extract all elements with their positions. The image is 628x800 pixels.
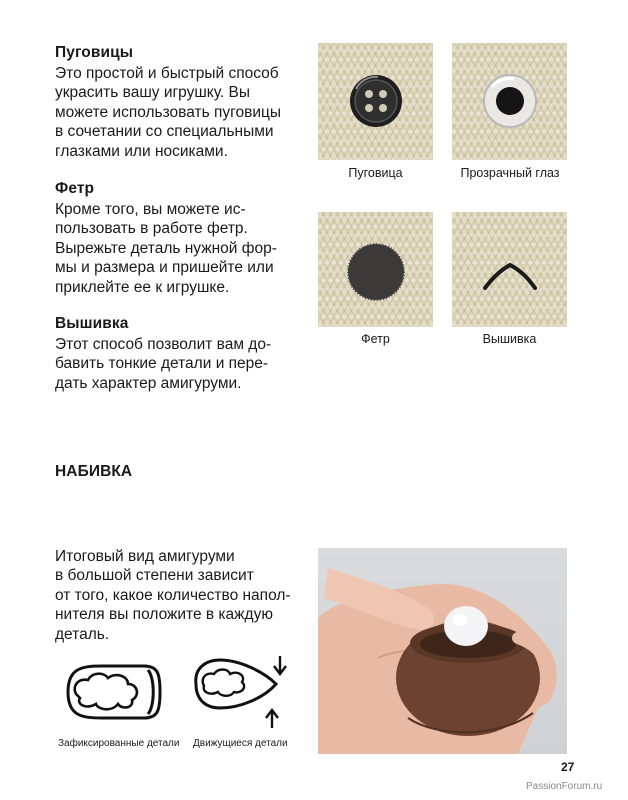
clear-eye-caption: Прозрачный глаз [460,166,560,180]
felt-circle-icon [318,212,433,327]
stuffing-photo [318,548,567,754]
felt-caption: Фетр [361,332,390,346]
button-icon [318,43,433,160]
button-caption: Пуговица [348,166,403,180]
buttons-paragraph: Это простой и быстрый способ украсить вашу игрушку. Вы можете использовать пуговицы в сочетании со специальными глазками или носиками. [55,65,281,160]
stuffing-paragraph: Итоговый вид амигуруми в большой степени зависит от того, какое количество напол- нителя вы положите в каждую деталь. [55,548,291,643]
embroidery-photo [452,212,567,327]
felt-paragraph: Кроме того, вы можете ис- пользовать в работе фетр. Вырежьте деталь нужной фор- мы и размера и пришейте или приклейте ее к игрушке. [55,201,277,296]
clear-eye-icon [452,43,567,160]
page-number: 27 [561,760,575,774]
fixed-parts-caption: Зафиксированные детали [58,738,180,749]
embroidery-caption: Вышивка [482,332,537,346]
moving-parts-caption: Движущиеся детали [193,738,288,749]
felt-heading: Фетр [55,180,95,197]
button-photo [318,43,433,160]
moving-parts-diagram [188,650,292,732]
buttons-heading: Пуговицы [55,44,134,61]
watermark: PassionForum.ru [526,781,603,792]
hand-stuffing-icon [318,548,567,754]
embroidery-heading: Вышивка [55,315,129,332]
felt-photo [318,212,433,327]
stuffing-heading: НАБИВКА [55,463,133,480]
embroidery-paragraph: Этот способ позволит вам до- бавить тонкие детали и пере- дать характер амигуруми. [55,336,272,392]
clear-eye-photo [452,43,567,160]
embroidery-stitch-icon [452,212,567,327]
fixed-parts-diagram [62,660,166,724]
